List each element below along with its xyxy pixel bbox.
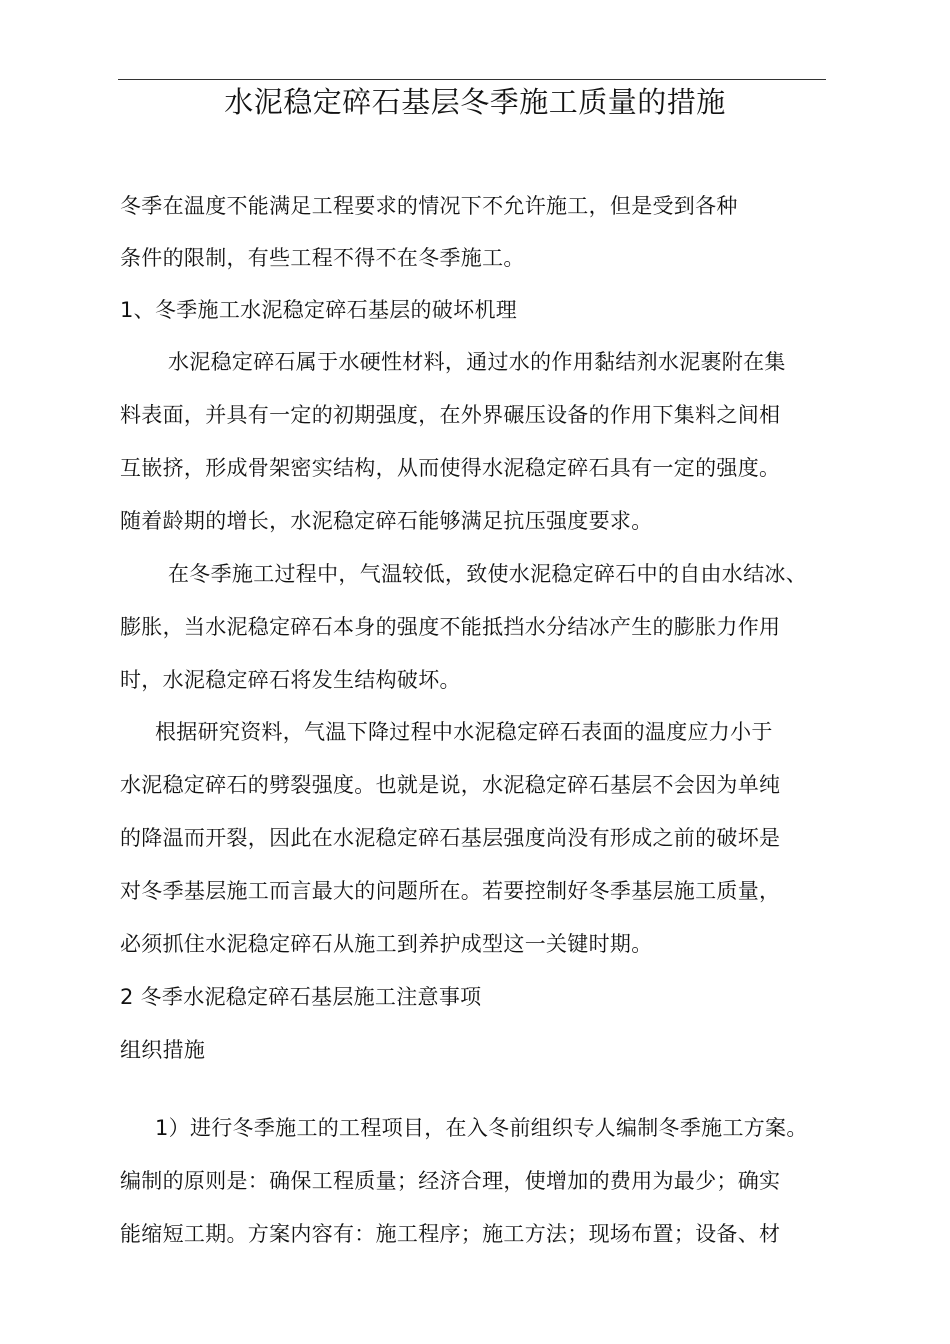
subsection-heading: 组织措施	[120, 1038, 206, 1062]
text-line: 编制的原则是：确保工程质量；经济合理，使增加的费用为最少；确实	[120, 1169, 781, 1193]
text-line: 的降温而开裂，因此在水泥稳定碎石基层强度尚没有形成之前的破坏是	[120, 826, 781, 850]
text-line: 在冬季施工过程中，气温较低，致使水泥稳定碎石中的自由水结冰、	[168, 562, 807, 586]
text-line: 水泥稳定碎石属于水硬性材料，通过水的作用黏结剂水泥裹附在集	[168, 350, 786, 374]
text-line: 料表面，并具有一定的初期强度，在外界碾压设备的作用下集料之间相	[120, 403, 781, 427]
document-title: 水泥稳定碎石基层冬季施工质量的措施	[224, 85, 726, 119]
text-line: 根据研究资料，气温下降过程中水泥稳定碎石表面的温度应力小于	[155, 720, 773, 744]
text-line: 膨胀，当水泥稳定碎石本身的强度不能抵挡水分结冰产生的膨胀力作用	[120, 615, 781, 639]
section-heading: 1、冬季施工水泥稳定碎石基层的破坏机理	[120, 298, 518, 322]
text-line: 1）进行冬季施工的工程项目，在入冬前组织专人编制冬季施工方案。	[155, 1116, 808, 1140]
section-heading: 2 冬季水泥稳定碎石基层施工注意事项	[120, 985, 482, 1009]
text-line: 必须抓住水泥稳定碎石从施工到养护成型这一关键时期。	[120, 932, 653, 956]
text-line: 随着龄期的增长，水泥稳定碎石能够满足抗压强度要求。	[120, 509, 653, 533]
text-line: 时，水泥稳定碎石将发生结构破坏。	[120, 668, 461, 692]
top-rule	[118, 79, 826, 80]
text-line: 冬季在温度不能满足工程要求的情况下不允许施工，但是受到各种	[120, 194, 738, 218]
text-line: 互嵌挤，形成骨架密实结构，从而使得水泥稳定碎石具有一定的强度。	[120, 456, 781, 480]
text-line: 能缩短工期。方案内容有：施工程序；施工方法；现场布置；设备、材	[120, 1222, 781, 1246]
text-line: 条件的限制，有些工程不得不在冬季施工。	[120, 246, 525, 270]
text-line: 水泥稳定碎石的劈裂强度。也就是说，水泥稳定碎石基层不会因为单纯	[120, 773, 781, 797]
text-line: 对冬季基层施工而言最大的问题所在。若要控制好冬季基层施工质量，	[120, 879, 781, 903]
